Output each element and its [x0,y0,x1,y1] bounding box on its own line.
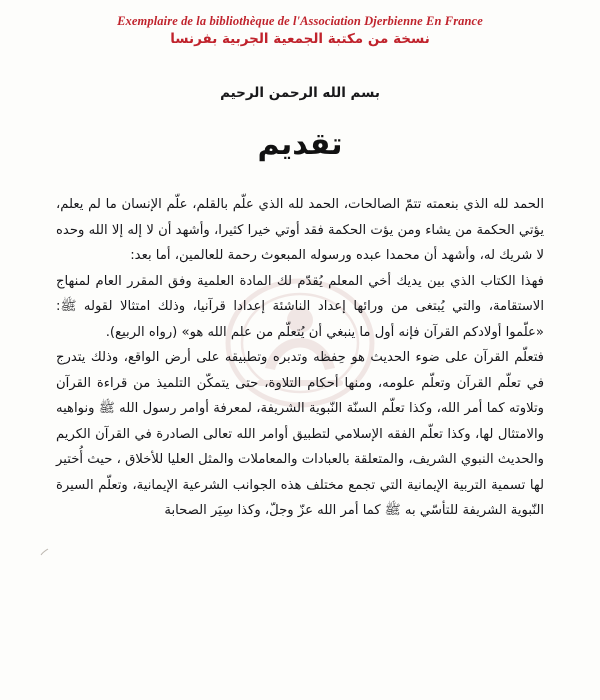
stamp-line-french: Exemplaire de la bibliothèque de l'Association Djerbienne En France [117,14,483,28]
stamp-line-arabic: نسخة من مكتبة الجمعية الجربية بفرنسا [170,31,430,47]
body-text [56,192,544,524]
paragraph-3: فتعلّم القرآن على ضوء الحديث هو حِفظه وتدبره وتطبيقه على أرض الواقع، وذلك يتدرج في تعلّم القرآن وتعلّم علومه، ومنها أحكام التلاوة، حتى يتمكّن التلميذ من قراءة القرآن وتلاوته كما أمر الله، وكذا تعلّم السنّة النّبوية الشريفة، لمعرفة أوامر رسول الله ﷺ ونواهيه والامتثال لها، وكذا تعلّم الفقه الإسلامي لتطبيق أوامر الله تعالى الصادرة في القرآن الكريم والحديث النبوي الشريف، والمتعلقة بالعبادات والمعاملات والمثل العليا للأخلاق ، حيث أُختير لها تسمية التربية الإيمانية التي تجمع مختلف هذه الجوانب الشرعية الإيمانية، وتعلّم السيرة النّبوية الشريفة للتأسّي به ﷺ كما أمر الله عزّ وجلّ، وكذا سِيَر الصحابة [56,350,544,518]
paragraph-1: الحمد لله الذي بنعمته تتمّ الصالحات، الحمد لله الذي علّم بالقلم، علّم الإنسان ما لم يعلم، يؤتي الحكمة من يشاء ومن يؤت الحكمة فقد أوتي خيرا كثيرا، وأشهد أن لا إله إلا الله وحده لا شريك له، وأشهد أن محمدا عبده ورسوله المبعوث رحمة للعالمين، أما بعد: [56,197,544,263]
library-ownership-stamp [56,14,544,47]
page-title: تقديم [257,127,343,162]
paragraph-2: فهذا الكتاب الذي بين يديك أخي المعلم يُقدّم لك المادة العلمية وفق المقرر العام لمنهاج الاستقامة، والتي يُبتغى من ورائها إعداد الناشئة إعدادا قرآنيا، وذلك امتثالا لقوله ﷺ: «علّموا أولادكم القرآن فإنه أول ما ينبغي أن يُتعلّم من علم الله هو» (رواه الربيع). [56,273,544,340]
basmala-line: بسم الله الرحمن الرحيم [220,85,380,101]
margin-pencil-mark [40,547,50,557]
